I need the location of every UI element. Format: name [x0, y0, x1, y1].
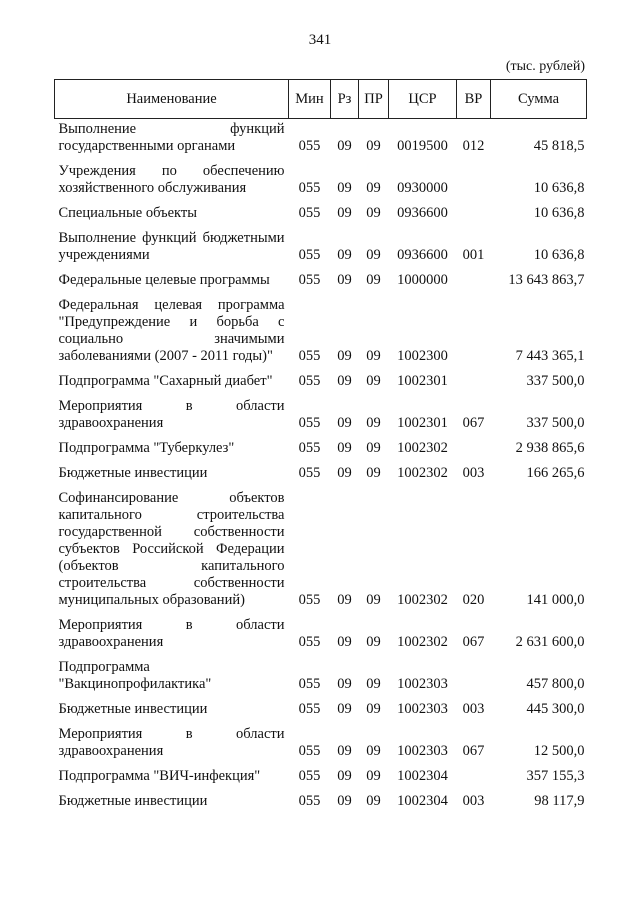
row-name: Подпрограмма "Вакцинопрофилактика" [58, 659, 212, 692]
row-csr: 0019500 [397, 138, 448, 154]
row-name: Подпрограмма "Туберкулез" [58, 440, 235, 456]
row-vr [457, 766, 491, 791]
row-min: 055 [298, 247, 321, 263]
row-vr: 067 [462, 743, 485, 759]
table-row [55, 371, 587, 396]
row-name: Подпрограмма "Сахарный диабет" [58, 373, 273, 389]
row-pr: 09 [366, 415, 381, 431]
unit-note: (тыс. рублей) [505, 59, 585, 74]
row-sum: 10 636,8 [533, 180, 585, 196]
row-vr [457, 371, 491, 396]
row-name: Бюджетные инвестиции [58, 701, 208, 717]
row-min: 055 [298, 592, 321, 608]
row-vr [457, 657, 491, 699]
table-row [55, 657, 587, 699]
col-header-rz: Рз [331, 80, 359, 119]
row-sum: 457 800,0 [526, 676, 585, 692]
col-header-pr: ПР [359, 80, 389, 119]
row-csr: 0936600 [397, 205, 448, 221]
row-pr: 09 [366, 205, 381, 221]
row-min: 055 [298, 205, 321, 221]
row-rz: 09 [337, 348, 352, 364]
row-min: 055 [298, 440, 321, 456]
row-rz: 09 [337, 373, 352, 389]
row-sum: 2 938 865,6 [515, 440, 585, 456]
row-vr [457, 161, 491, 203]
row-rz: 09 [337, 793, 352, 809]
row-csr: 1002302 [397, 634, 448, 650]
row-rz: 09 [337, 743, 352, 759]
row-min: 055 [298, 465, 321, 481]
row-min: 055 [298, 676, 321, 692]
table-row [55, 119, 587, 162]
row-csr: 1002303 [397, 743, 448, 759]
col-header-min: Мин [289, 80, 331, 119]
row-name: Бюджетные инвестиции [58, 793, 208, 809]
row-csr: 1002304 [397, 793, 448, 809]
table-row [55, 438, 587, 463]
row-name: Мероприятия в области здравоохранения [58, 726, 285, 759]
row-csr: 1002303 [397, 676, 448, 692]
row-rz: 09 [337, 272, 352, 288]
row-rz: 09 [337, 592, 352, 608]
row-vr: 003 [462, 793, 485, 809]
table-row [55, 488, 587, 615]
row-csr: 1002301 [397, 373, 448, 389]
table-row [55, 203, 587, 228]
row-rz: 09 [337, 415, 352, 431]
row-name: Федеральная целевая программа "Предупреждение и борьба с социально значимыми заболеваниями (2007 - 2011 годы)" [58, 297, 285, 364]
table-row [55, 463, 587, 488]
row-vr: 012 [462, 138, 485, 154]
row-sum: 13 643 863,7 [508, 272, 585, 288]
row-sum: 337 500,0 [526, 373, 585, 389]
row-pr: 09 [366, 793, 381, 809]
row-csr: 0936600 [397, 247, 448, 263]
row-sum: 10 636,8 [533, 205, 585, 221]
row-vr: 067 [462, 415, 485, 431]
budget-table [54, 79, 587, 816]
row-csr: 1002301 [397, 415, 448, 431]
row-min: 055 [298, 373, 321, 389]
row-pr: 09 [366, 440, 381, 456]
table-row [55, 615, 587, 657]
table-row [55, 724, 587, 766]
row-pr: 09 [366, 465, 381, 481]
row-sum: 12 500,0 [533, 743, 585, 759]
row-rz: 09 [337, 634, 352, 650]
row-pr: 09 [366, 138, 381, 154]
table-row [55, 699, 587, 724]
row-vr [457, 270, 491, 295]
row-rz: 09 [337, 247, 352, 263]
row-sum: 45 818,5 [533, 138, 585, 154]
row-rz: 09 [337, 138, 352, 154]
row-pr: 09 [366, 247, 381, 263]
row-csr: 0930000 [397, 180, 448, 196]
row-min: 055 [298, 272, 321, 288]
row-vr: 003 [462, 465, 485, 481]
table-row [55, 396, 587, 438]
row-rz: 09 [337, 701, 352, 717]
table-row [55, 295, 587, 371]
table-row [55, 270, 587, 295]
row-min: 055 [298, 138, 321, 154]
col-header-name: Наименование [55, 80, 289, 119]
table-row [55, 161, 587, 203]
row-sum: 337 500,0 [526, 415, 585, 431]
col-header-sum: Сумма [491, 80, 587, 119]
row-sum: 2 631 600,0 [515, 634, 585, 650]
row-vr: 003 [462, 701, 485, 717]
row-csr: 1000000 [397, 272, 448, 288]
table-row [55, 791, 587, 816]
row-pr: 09 [366, 743, 381, 759]
row-pr: 09 [366, 373, 381, 389]
row-csr: 1002304 [397, 768, 448, 784]
row-pr: 09 [366, 180, 381, 196]
row-sum: 357 155,3 [526, 768, 585, 784]
row-min: 055 [298, 634, 321, 650]
row-name: Мероприятия в области здравоохранения [58, 398, 285, 431]
row-rz: 09 [337, 465, 352, 481]
row-min: 055 [298, 743, 321, 759]
row-vr [457, 438, 491, 463]
row-csr: 1002303 [397, 701, 448, 717]
row-pr: 09 [366, 634, 381, 650]
row-vr: 020 [462, 592, 485, 608]
row-pr: 09 [366, 348, 381, 364]
row-min: 055 [298, 348, 321, 364]
page-number: 341 [308, 32, 332, 48]
row-name: Выполнение функций государственными органами [58, 121, 285, 154]
row-vr [457, 295, 491, 371]
row-min: 055 [298, 180, 321, 196]
row-sum: 141 000,0 [526, 592, 585, 608]
row-vr [457, 203, 491, 228]
row-rz: 09 [337, 768, 352, 784]
row-min: 055 [298, 793, 321, 809]
row-csr: 1002302 [397, 592, 448, 608]
row-pr: 09 [366, 592, 381, 608]
row-name: Подпрограмма "ВИЧ-инфекция" [58, 768, 261, 784]
row-name: Учреждения по обеспечению хозяйственного обслуживания [58, 163, 285, 196]
table-row [55, 228, 587, 270]
row-name: Выполнение функций бюджетными учреждениями [58, 230, 285, 263]
row-min: 055 [298, 701, 321, 717]
row-name: Федеральные целевые программы [58, 272, 270, 288]
row-pr: 09 [366, 272, 381, 288]
col-header-csr: ЦСР [389, 80, 457, 119]
row-csr: 1002302 [397, 465, 448, 481]
table-header [55, 80, 587, 119]
row-name: Софинансирование объектов капитального строительства государственной собственности субъектов Российской Федерации (объектов капитального строительства собственности муниципальных образований) [58, 490, 285, 608]
row-min: 055 [298, 768, 321, 784]
row-pr: 09 [366, 701, 381, 717]
row-sum: 166 265,6 [526, 465, 585, 481]
row-name: Бюджетные инвестиции [58, 465, 208, 481]
row-vr: 001 [462, 247, 485, 263]
row-rz: 09 [337, 180, 352, 196]
row-rz: 09 [337, 440, 352, 456]
row-rz: 09 [337, 676, 352, 692]
row-pr: 09 [366, 676, 381, 692]
row-rz: 09 [337, 205, 352, 221]
row-csr: 1002302 [397, 440, 448, 456]
row-sum: 7 443 365,1 [515, 348, 585, 364]
row-sum: 445 300,0 [526, 701, 585, 717]
row-sum: 10 636,8 [533, 247, 585, 263]
row-vr: 067 [462, 634, 485, 650]
row-sum: 98 117,9 [534, 793, 585, 809]
row-csr: 1002300 [397, 348, 448, 364]
row-pr: 09 [366, 768, 381, 784]
row-name: Мероприятия в области здравоохранения [58, 617, 285, 650]
table-row [55, 766, 587, 791]
col-header-vr: ВР [457, 80, 491, 119]
row-min: 055 [298, 415, 321, 431]
row-name: Специальные объекты [58, 205, 197, 221]
